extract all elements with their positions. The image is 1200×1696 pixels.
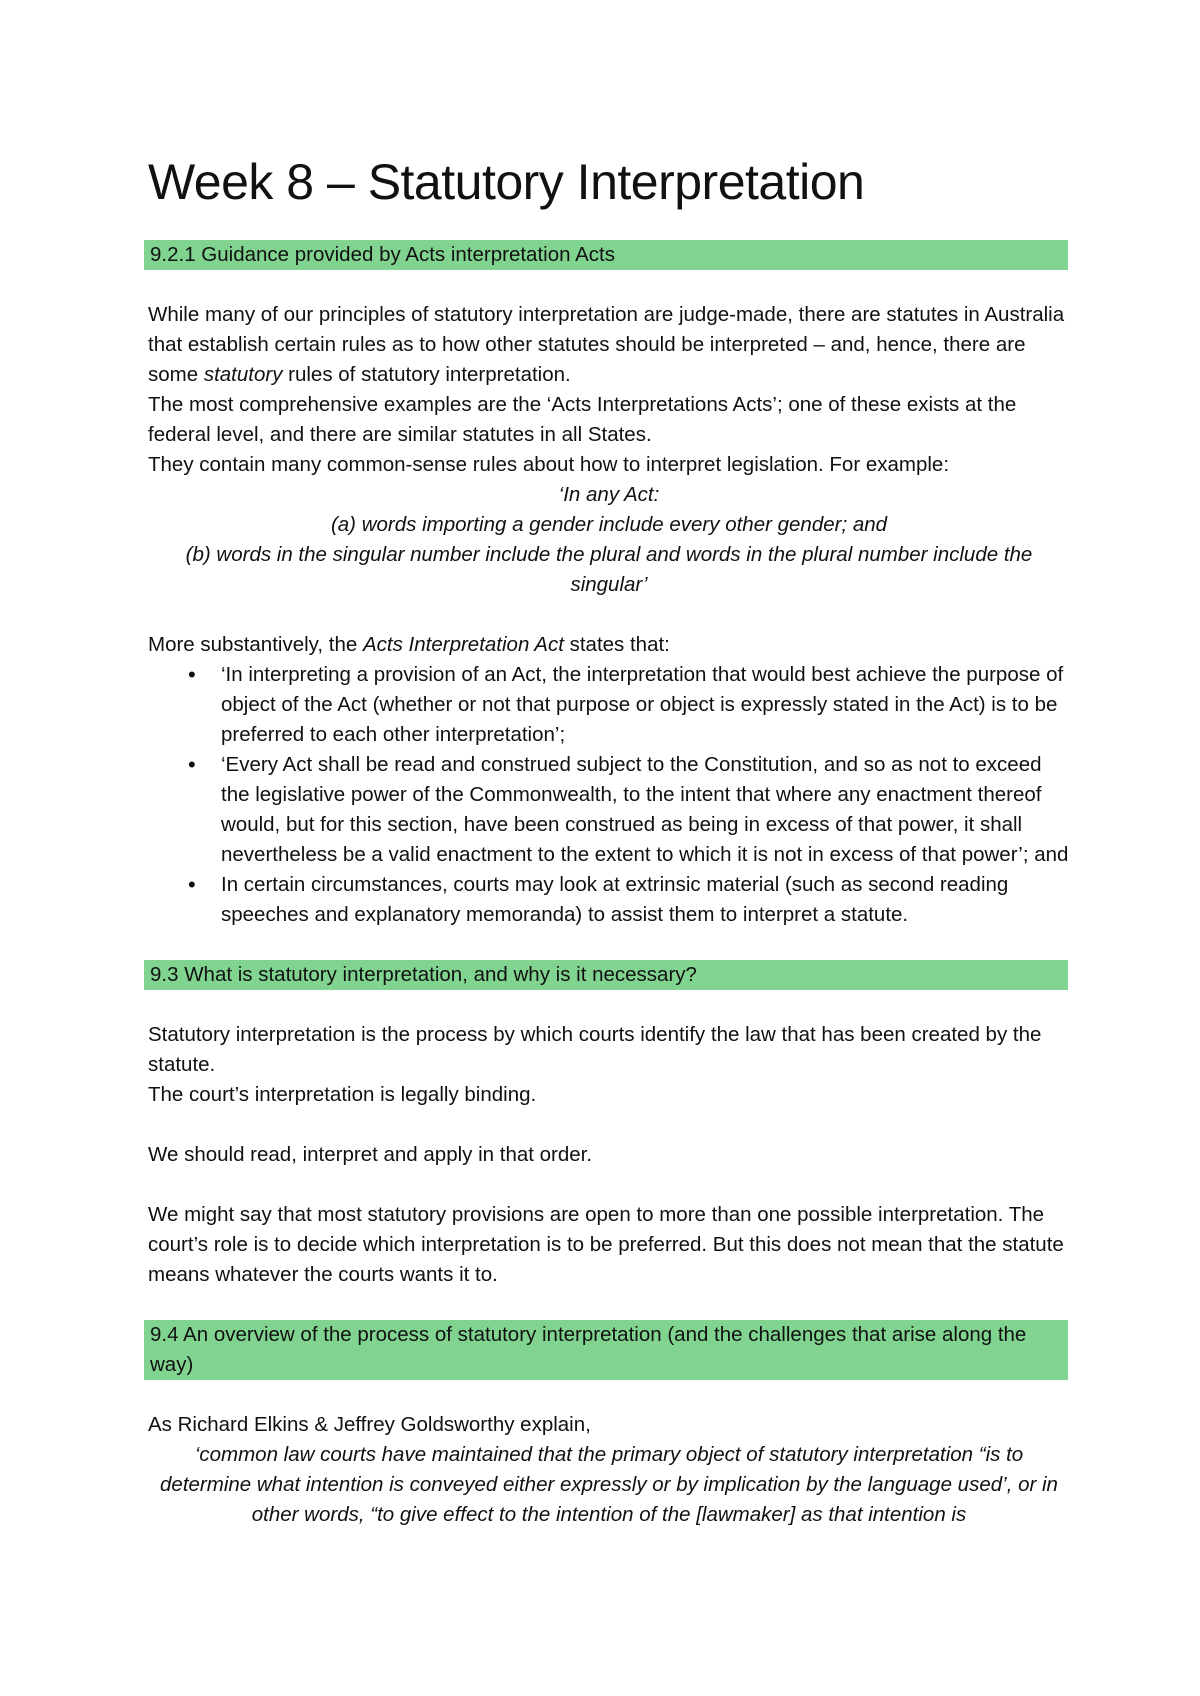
spacer	[148, 990, 1070, 1020]
spacer	[148, 270, 1070, 300]
paragraph	[148, 630, 1070, 660]
spacer	[148, 1380, 1070, 1410]
section-heading-9-4: 9.4 An overview of the process of statutory interpretation (and the challenges that arise along the way)	[144, 1320, 1068, 1380]
text-run: states that:	[563, 633, 670, 656]
quote-line: (a) words importing a gender include every other gender; and	[330, 513, 888, 536]
paragraph: The court’s interpretation is legally binding.	[148, 1083, 537, 1106]
spacer	[148, 1110, 1070, 1140]
paragraph: The most comprehensive examples are the ‘Acts Interpretations Acts’; one of these exists at the federal level, and there are similar statutes in all States.	[148, 393, 1017, 446]
paragraph: They contain many common-sense rules about how to interpret legislation. For example:	[148, 453, 950, 476]
spacer	[148, 600, 1070, 630]
paragraph	[148, 300, 1070, 390]
quote-line: (b) words in the singular number include the plural and words in the plural number include the singular’	[185, 543, 1033, 596]
section-heading-9-3: 9.3 What is statutory interpretation, and why is it necessary?	[144, 960, 1068, 990]
list-item: • In certain circumstances, courts may look at extrinsic material (such as second reading speeches and explanatory memoranda) to assist them to interpret a statute.	[148, 870, 1070, 930]
document-body	[148, 150, 1070, 1530]
text-run: rules of statutory interpretation.	[282, 363, 571, 386]
text-run: More substantively, the	[148, 633, 363, 656]
quote-line: ‘In any Act:	[558, 483, 660, 506]
block-quote: ‘common law courts have maintained that the primary object of statutory interpretation “is to determine what intention is conveyed either expressly or by implication by the language used’, or in other words, “to give effect to the intention of the [lawmaker] as that intention is	[160, 1443, 1058, 1526]
paragraph: As Richard Elkins & Jeffrey Goldsworthy explain,	[148, 1413, 591, 1436]
quoted-example	[148, 480, 1070, 600]
page-title: Week 8 – Statutory Interpretation	[148, 154, 865, 210]
italic-text: Acts Interpretation Act	[362, 633, 564, 656]
bullet-list	[148, 660, 1070, 930]
section-heading-9-2-1: 9.2.1 Guidance provided by Acts interpretation Acts	[144, 240, 1068, 270]
spacer	[148, 1170, 1070, 1200]
paragraph: We might say that most statutory provisions are open to more than one possible interpretation. The court’s role is to decide which interpretation is to be preferred. But this does not mean that the statute means whatever the courts wants it to.	[148, 1203, 1064, 1286]
spacer	[148, 1290, 1070, 1320]
list-item: • ‘Every Act shall be read and construed subject to the Constitution, and so as not to exceed the legislative power of the Commonwealth, to the intent that where any enactment thereof would, but for this section, have been construed as being in excess of that power, it shall nevertheless be a valid enactment to the extent to which it is not in excess of that power’; and	[148, 750, 1070, 870]
list-item: • ‘In interpreting a provision of an Act, the interpretation that would best achieve the purpose of object of the Act (whether or not that purpose or object is expressly stated in the Act) is to be preferred to each other interpretation’;	[148, 660, 1070, 750]
spacer	[148, 930, 1070, 960]
text-run: While many of our principles of statutory interpretation are judge-made, there are statutes in Australia that establish certain rules as to how other statutes should be interpreted – and, hence, there are some	[148, 303, 1065, 386]
paragraph: We should read, interpret and apply in that order.	[148, 1143, 593, 1166]
italic-text: statutory	[203, 363, 283, 386]
paragraph: Statutory interpretation is the process by which courts identify the law that has been created by the statute.	[148, 1023, 1042, 1076]
